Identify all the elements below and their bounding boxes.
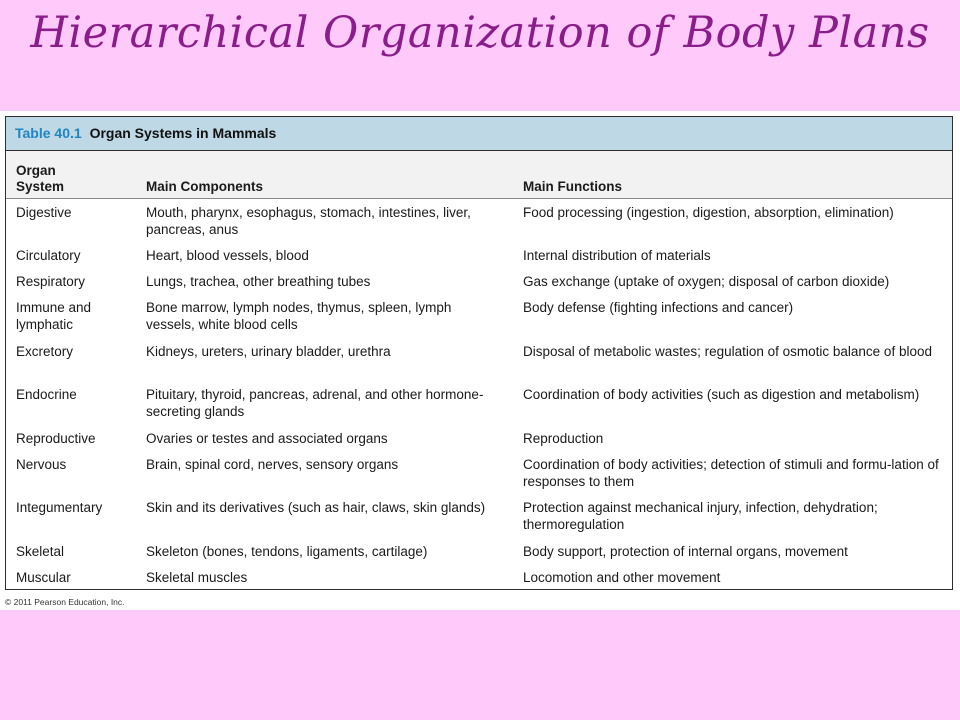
cell-main-components: Pituitary, thyroid, pancreas, adrenal, and other hormone-secreting glands <box>146 387 484 419</box>
header-main-components: Main Components <box>146 179 263 194</box>
header-main-functions: Main Functions <box>523 179 622 194</box>
cell-main-functions: Reproduction <box>523 431 604 446</box>
cell-organ-system: Respiratory <box>16 274 86 289</box>
slide-title: Hierarchical Organization of Body Plans <box>30 8 930 58</box>
table-caption: Organ Systems in Mammals <box>89 125 277 141</box>
cell-organ-system: Immune and lymphatic <box>16 300 92 332</box>
cell-main-functions: Protection against mechanical injury, infection, dehydration; thermoregulation <box>523 500 878 532</box>
cell-main-components: Brain, spinal cord, nerves, sensory organs <box>146 457 399 472</box>
header-organ-system: Organ System <box>16 163 65 194</box>
cell-main-functions: Disposal of metabolic wastes; regulation of osmotic balance of blood <box>523 344 932 359</box>
cell-main-components: Kidneys, ureters, urinary bladder, urethra <box>146 344 391 359</box>
cell-main-functions: Food processing (ingestion, digestion, absorption, elimination) <box>523 205 894 220</box>
cell-main-components: Mouth, pharynx, esophagus, stomach, intestines, liver, pancreas, anus <box>146 205 471 237</box>
cell-main-components: Bone marrow, lymph nodes, thymus, spleen, lymph vessels, white blood cells <box>146 300 452 332</box>
cell-main-functions: Coordination of body activities (such as digestion and metabolism) <box>523 387 920 402</box>
cell-organ-system: Integumentary <box>16 500 103 515</box>
column-header-row <box>6 151 952 199</box>
cell-main-functions: Body defense (fighting infections and cancer) <box>523 300 794 315</box>
cell-organ-system: Muscular <box>16 570 71 585</box>
organ-systems-table <box>5 116 953 590</box>
cell-main-components: Skeletal muscles <box>146 570 248 585</box>
cell-main-functions: Internal distribution of materials <box>523 248 711 263</box>
cell-organ-system: Excretory <box>16 344 74 359</box>
cell-main-components: Heart, blood vessels, blood <box>146 248 309 263</box>
copyright-notice: © 2011 Pearson Education, Inc. <box>5 597 125 607</box>
table-caption-bar <box>6 117 952 151</box>
cell-main-functions: Body support, protection of internal organs, movement <box>523 544 848 559</box>
cell-organ-system: Endocrine <box>16 387 77 402</box>
cell-main-functions: Gas exchange (uptake of oxygen; disposal of carbon dioxide) <box>523 274 890 289</box>
cell-main-functions: Locomotion and other movement <box>523 570 721 585</box>
cell-main-components: Lungs, trachea, other breathing tubes <box>146 274 371 289</box>
cell-organ-system: Reproductive <box>16 431 96 446</box>
cell-organ-system: Digestive <box>16 205 72 220</box>
table-panel <box>0 111 960 610</box>
cell-main-components: Skeleton (bones, tendons, ligaments, cartilage) <box>146 544 428 559</box>
cell-main-functions: Coordination of body activities; detection of stimuli and formu-lation of responses to them <box>523 457 939 489</box>
cell-organ-system: Skeletal <box>16 544 65 559</box>
cell-organ-system: Nervous <box>16 457 67 472</box>
table-number: Table 40.1 <box>15 125 82 141</box>
cell-organ-system: Circulatory <box>16 248 81 263</box>
cell-main-components: Ovaries or testes and associated organs <box>146 431 388 446</box>
cell-main-components: Skin and its derivatives (such as hair, claws, skin glands) <box>146 500 486 515</box>
